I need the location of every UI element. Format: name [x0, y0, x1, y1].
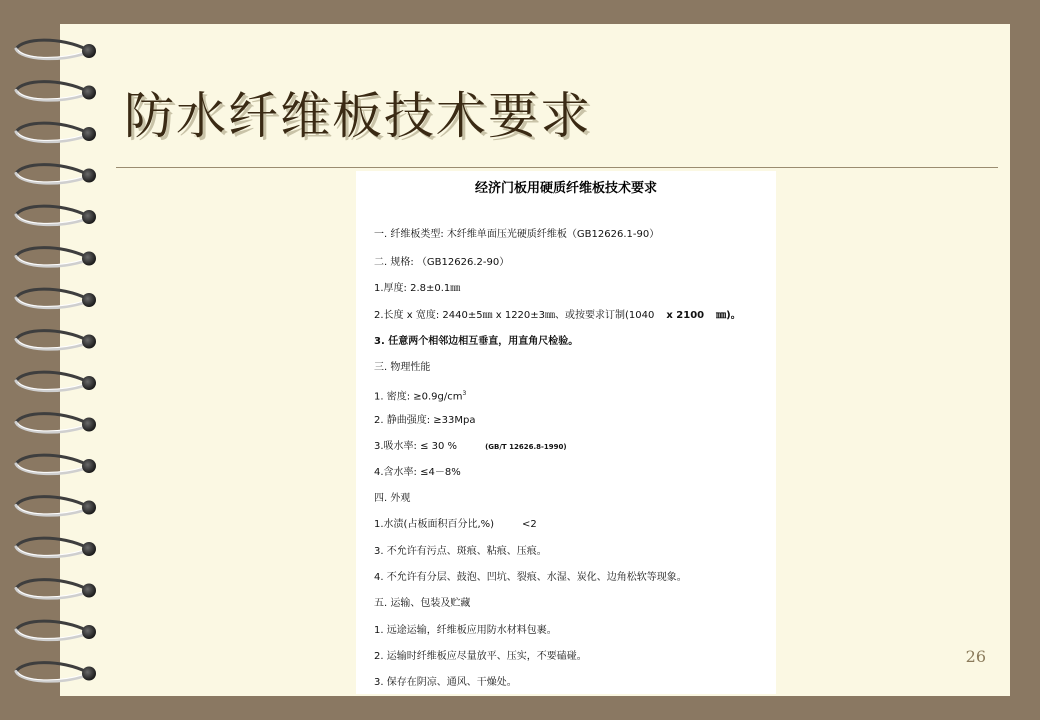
spec-thickness: 1.厚度: 2.8±0.1㎜	[374, 283, 461, 294]
spec-density	[374, 387, 466, 404]
spiral-ring-icon	[16, 372, 96, 391]
spec-long-distance: 1. 远途运输，纤维板应用防水材料包裹。	[374, 625, 557, 636]
spec-bending-strength: 2. 静曲强度: ≥33Mpa	[374, 415, 476, 426]
spiral-ring-icon	[16, 497, 96, 516]
spiral-ring-icon	[16, 82, 96, 101]
spiral-ring-icon	[16, 123, 96, 142]
spiral-ring-icon	[16, 248, 96, 267]
spiral-binding-icon	[0, 0, 110, 720]
spiral-ring-icon	[16, 331, 96, 350]
spec-water-stain	[374, 518, 537, 532]
spec-length-width	[374, 309, 741, 323]
spec-water-absorption	[374, 440, 567, 454]
spec-density-exponent: 3	[462, 390, 467, 397]
spiral-ring-icon	[16, 538, 96, 557]
spiral-ring-icon	[16, 165, 96, 184]
spec-storage: 3. 保存在阴凉、通风、干燥处。	[374, 677, 517, 688]
spiral-ring-icon	[16, 40, 96, 59]
document-title: 经济门板用硬质纤维板技术要求	[474, 181, 657, 196]
spec-lay-flat: 2. 运输时纤维板应尽量放平、压实，不要磕碰。	[374, 651, 587, 662]
spec-length-width-text: 2.长度 x 宽度: 2440±5㎜ x 1220±3㎜、或按要求订制(1040	[374, 310, 655, 321]
spec-custom-size: x 2100	[666, 310, 705, 321]
spec-section-physical: 三. 物理性能	[374, 362, 431, 373]
spec-section-size: 二. 规格: （GB12626.2-90）	[374, 257, 510, 268]
spec-water-stain-text: 1.水渍(占板面积百分比,%)	[374, 519, 495, 530]
spec-water-absorption-standard: (GB/T 12626.8-1990)	[485, 443, 567, 451]
spec-fiberboard-type: 一. 纤维板类型: 木纤维单面压光硬质纤维板（GB12626.1-90）	[374, 229, 660, 240]
spiral-ring-icon	[16, 289, 96, 308]
spiral-ring-icon	[16, 206, 96, 225]
spec-water-absorption-text: 3.吸水率: ≤ 30 %	[374, 441, 458, 452]
spec-moisture-content: 4.含水率: ≤4－8%	[374, 467, 461, 478]
spec-no-stains: 3. 不允许有污点、斑痕、粘痕、压痕。	[374, 546, 547, 557]
page-number: 26	[965, 647, 986, 666]
spec-water-stain-limit: <2	[522, 519, 537, 530]
spiral-ring-icon	[16, 455, 96, 474]
spec-density-text: 1. 密度: ≥0.9g/cm	[374, 391, 463, 403]
spiral-ring-icon	[16, 663, 96, 682]
spec-section-transport: 五. 运输、包装及贮藏	[374, 598, 471, 609]
spiral-ring-icon	[16, 621, 96, 640]
spec-section-appearance: 四. 外观	[374, 493, 411, 504]
document-scan	[356, 171, 776, 694]
spec-unit: ㎜)。	[716, 310, 741, 321]
spiral-ring-icon	[16, 414, 96, 433]
title-divider	[116, 167, 998, 168]
spec-no-defects: 4. 不允许有分层、鼓泡、凹坑、裂痕、水湿、炭化、边角松软等现象。	[374, 572, 687, 583]
slide-title: 防水纤维板技术要求	[124, 87, 592, 145]
spiral-ring-icon	[16, 580, 96, 599]
spec-perpendicular: 3. 任意两个相邻边相互垂直，用直角尺检验。	[374, 336, 579, 347]
